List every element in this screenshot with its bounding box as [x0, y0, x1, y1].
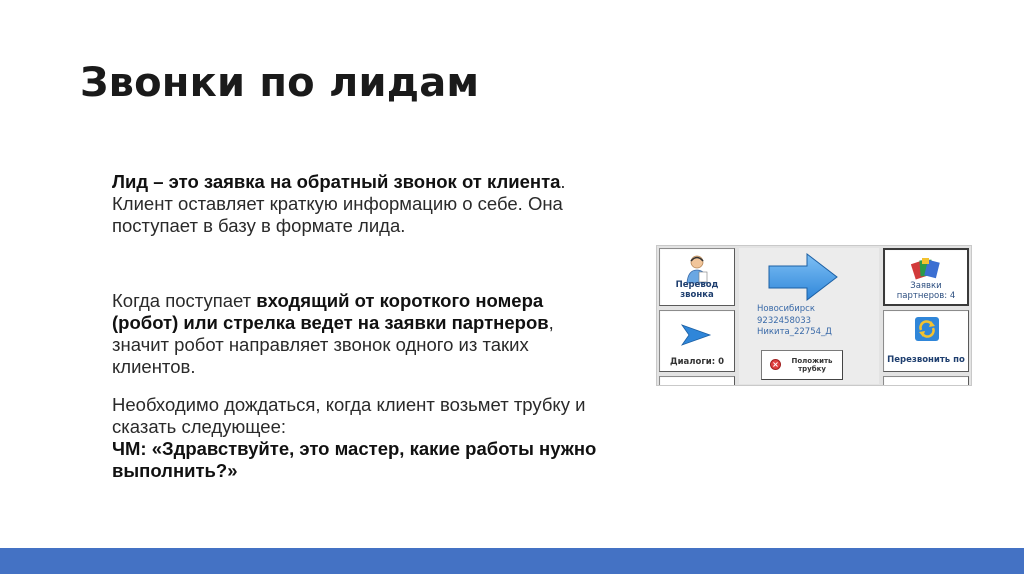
caller-info [757, 304, 867, 339]
dialogs-button[interactable] [659, 310, 735, 372]
call-back-label: Перезвонить по [887, 355, 965, 365]
caller-name: Никита_22754_Д [757, 327, 832, 337]
transfer-call-button[interactable] [659, 248, 735, 306]
call-back-button[interactable] [883, 310, 969, 372]
transfer-call-label: Перевод звонка [675, 280, 719, 300]
partial-button-left[interactable] [659, 376, 735, 386]
close-icon: × [770, 359, 781, 370]
footer-accent-bar [0, 548, 1024, 574]
incoming-call-bold: входящий от короткого номера (робот) или стрелка ведет на заявки партнеров [112, 290, 549, 333]
dialogs-label: Диалоги: 0 [670, 357, 724, 367]
refresh-icon [914, 316, 940, 342]
partner-requests-button[interactable] [883, 248, 969, 306]
forward-arrow-icon [767, 252, 839, 302]
slide-title: Звонки по лидам [80, 60, 480, 106]
partner-requests-label: Заявки партнеров: 4 [896, 281, 956, 301]
incoming-call-pre: Когда поступает [112, 290, 257, 311]
play-arrow-icon [680, 323, 712, 347]
hang-up-label: Положить трубку [791, 357, 833, 373]
script-paragraph [112, 394, 602, 482]
lead-definition-bold: Лид – это заявка на обратный звонок от клиента [112, 171, 561, 192]
partial-button-right[interactable] [883, 376, 969, 386]
incoming-call-post: , значит робот направляет звонок одного из таких клиентов. [112, 312, 554, 377]
script-instruction: Необходимо дождаться, когда клиент возьмет трубку и сказать следующее: [112, 394, 586, 437]
script-greeting: ЧМ: «Здравствуйте, это мастер, какие работы нужно выполнить?» [112, 438, 597, 481]
incoming-call-paragraph [112, 290, 602, 378]
lead-definition-paragraph [112, 171, 602, 237]
cards-icon [911, 256, 941, 280]
caller-city: Новосибирск [757, 304, 815, 314]
hang-up-button[interactable] [761, 350, 843, 380]
softphone-screenshot [656, 245, 972, 386]
caller-number: 9232458033 [757, 315, 812, 326]
lead-definition-rest: . Клиент оставляет краткую информацию о себе. Она поступает в базу в формате лида. [112, 171, 566, 236]
